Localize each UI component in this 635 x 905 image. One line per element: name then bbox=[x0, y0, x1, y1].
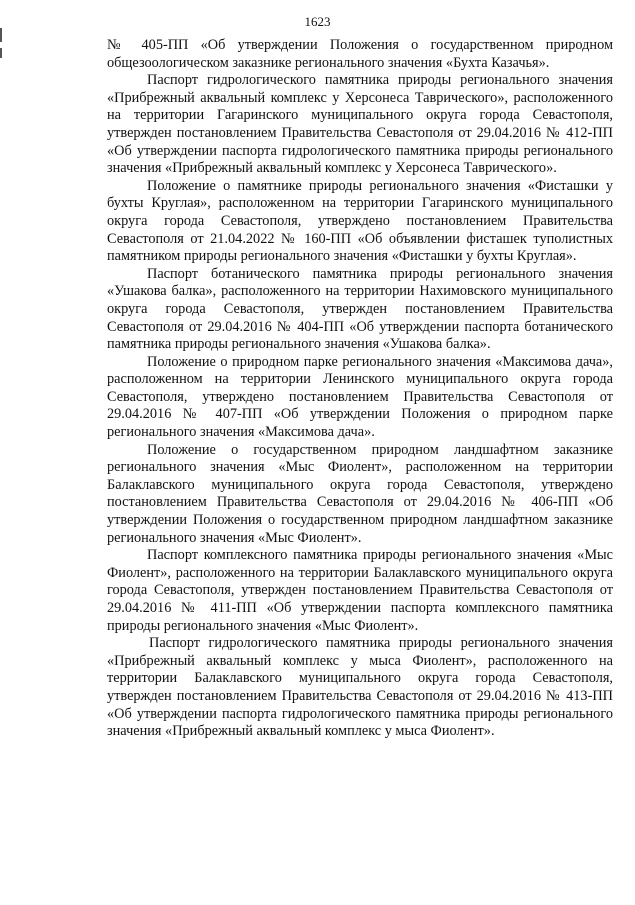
paragraph: Паспорт гидрологического памятника природы регионального значения «Прибрежный аквальный комплекс у Херсонеса Таврического», расположенного на территории Гагаринского муниципального округа города Севастополя, утвержден постановлением Правительства Севастополя от 29.04.2016 № 412-ПП «Об утверждении паспорта гидрологического памятника природы регионального значения «Прибрежный аквальный комплекс у Херсонеса Таврического». bbox=[107, 72, 613, 177]
paragraph: Положение о природном парке регионального значения «Максимова дача», расположенном на территории Ленинского муниципального округа города Севастополя, утверждено постановлением Правительства Севастополя от 29.04.2016 № 407-ПП «Об утверждении Положения о природном парке регионального значения «Максимова дача». bbox=[107, 353, 613, 441]
scan-edge-mark bbox=[0, 28, 2, 42]
paragraph: Положение о памятнике природы регионального значения «Фисташки у бухты Круглая», расположенном на территории Гагаринского муниципального округа города Севастополя, утверждено постановлением Правительства Севастополя от 21.04.2022 № 160-ПП «Об объявлении фисташек туполистных памятником природы регионального значения «Фисташки у бухты Круглая». bbox=[107, 177, 613, 265]
scan-edge-mark bbox=[0, 48, 2, 58]
paragraph: Паспорт гидрологического памятника природы регионального значения «Прибрежный аквальный комплекс у мыса Фиолент», расположенного на территории Балаклавского муниципального округа города Севастополя, утвержден постановлением Правительства Севастополя от 29.04.2016 № 413-ПП «Об утверждении паспорта гидрологического памятника природы регионального значения «Прибрежный аквальный комплекс у мыса Фиолент». bbox=[107, 635, 613, 740]
page-number: 1623 bbox=[304, 14, 331, 29]
paragraph: Положение о государственном природном ландшафтном заказнике регионального значения «Мыс Фиолент», расположенном на территории Балаклавского муниципального округа города Севастополя, утверждено постановлением Правительства Севастополя от 29.04.2016 № 406-ПП «Об утверждении Положения о государственном природном ландшафтном заказнике регионального значения «Мыс Фиолент». bbox=[107, 441, 613, 546]
paragraph: Паспорт ботанического памятника природы регионального значения «Ушакова балка», расположенного на территории Нахимовского муниципального округа города Севастополя, утвержден постановлением Правительства Севастополя от 29.04.2016 № 404-ПП «Об утверждении паспорта ботанического памятника природы регионального значения «Ушакова балка». bbox=[107, 265, 613, 353]
document-body bbox=[107, 37, 613, 741]
paragraph: Паспорт комплексного памятника природы регионального значения «Мыс Фиолент», расположенного на территории Балаклавского муниципального округа города Севастополя, утвержден постановлением Правительства Севастополя от 29.04.2016 № 411-ПП «Об утверждении паспорта комплексного памятника природы регионального значения «Мыс Фиолент». bbox=[107, 547, 613, 634]
paragraph: № 405-ПП «Об утверждении Положения о государственном природном общезоологическом заказнике регионального значения «Бухта Казачья». bbox=[107, 37, 613, 71]
